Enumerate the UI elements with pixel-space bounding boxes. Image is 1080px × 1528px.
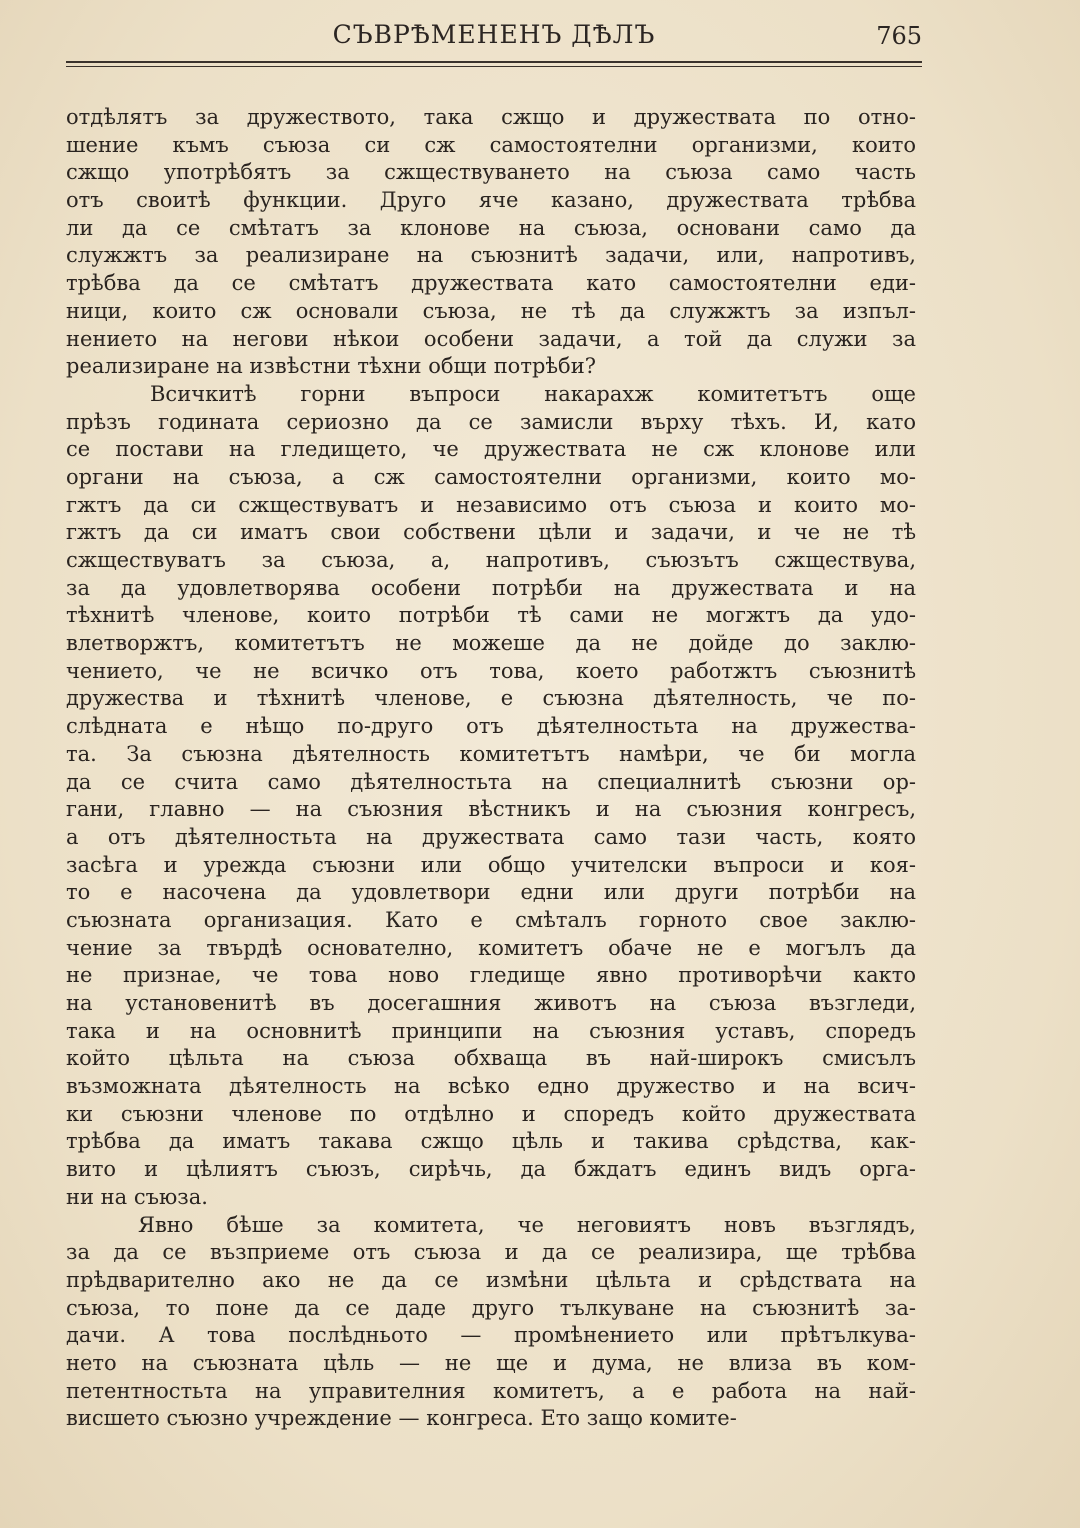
text-line: слѣдната е нѣщо по-друго отъ дѣятелностьта на дружества- <box>66 714 916 739</box>
text-line: ни на съюза. <box>66 1184 208 1209</box>
text-line: влетворжтъ, комитетътъ не можеше да не дойде до заклю- <box>66 631 916 656</box>
text-line: съюзната организация. Като е смѣталъ горното свое заклю- <box>66 907 916 932</box>
text-line: прѣзъ годината сериозно да се замисли върху тѣхъ. И, като <box>66 409 916 434</box>
text-line: трѣбва да се смѣтатъ дружествата като самостоятелни еди- <box>66 271 916 296</box>
text-line: гжтъ да си иматъ свои собствени цѣли и задачи, и че не тѣ <box>66 520 916 545</box>
text-line: тѣхнитѣ членове, които потрѣби тѣ сами не могжтъ да удо- <box>66 603 916 628</box>
text-line: Явно бѣше за комитета, че неговиятъ новъ възглядъ, <box>138 1212 916 1237</box>
text-line: то е насочена да удовлетвори едни или други потрѣби на <box>66 880 916 905</box>
text-line: ки съюзни членове по отдѣлно и споредъ който дружествата <box>66 1101 916 1126</box>
text-line: съюза, то поне да се даде друго тълкуване на съюзнитѣ за- <box>66 1295 916 1320</box>
text-line: сжществуватъ за съюза, а, напротивъ, съюзътъ сжществува, <box>66 548 916 572</box>
text-line: отдѣлятъ за дружеството, така сжщо и дружествата по отно- <box>66 105 916 129</box>
text-line: за да се възприеме отъ съюза и да се реализира, ще трѣбва <box>66 1240 916 1265</box>
text-line: дружества и тѣхнитѣ членове, е съюзна дѣятелность, че по- <box>66 686 916 711</box>
running-header <box>66 18 922 58</box>
header-rule-thin <box>66 66 922 67</box>
text-line: висшето съюзно учреждение — конгреса. Ето защо комите- <box>66 1406 737 1431</box>
body-text <box>66 104 916 1433</box>
text-line: Всичкитѣ горни въпроси накарахж комитетътъ още <box>150 381 916 406</box>
text-line: та. За съюзна дѣятелность комитетътъ намѣри, че би могла <box>66 741 916 766</box>
running-title: СЪВРѢМЕНЕНЪ ДѢЛЪ <box>332 20 656 49</box>
page-number: 765 <box>876 22 922 50</box>
text-line: дачи. А това послѣдньото — промѣнението или прѣтълкува- <box>66 1323 916 1348</box>
text-line: ници, които сж основали съюза, не тѣ да служжтъ за изпъл- <box>66 298 916 323</box>
text-line: петентностьта на управителния комитетъ, а е работа на най- <box>66 1378 916 1403</box>
text-line: прѣдварително ако не да се измѣни цѣльта и срѣдствата на <box>66 1267 916 1292</box>
text-line: нението на негови нѣкои особени задачи, а той да служи за <box>66 326 916 351</box>
header-rule-thick <box>66 61 922 63</box>
text-line: реализиране на извѣстни тѣхни общи потрѣби? <box>66 354 596 379</box>
text-line: шение къмъ съюза си сж самостоятелни организми, които <box>66 132 916 157</box>
text-line: не признае, че това ново гледище явно противорѣчи както <box>66 963 916 988</box>
text-line: трѣбва да иматъ такава сжщо цѣль и такива срѣдства, как- <box>66 1129 916 1154</box>
text-line: вито и цѣлиятъ съюзъ, сирѣчь, да бждатъ единъ видъ орга- <box>66 1157 916 1182</box>
paragraph <box>66 381 916 1212</box>
text-line: нето на съюзната цѣль — не ще и дума, не влиза въ ком- <box>66 1350 916 1375</box>
text-line: да се счита само дѣятелностьта на специалнитѣ съюзни ор- <box>66 769 916 794</box>
paragraph <box>66 1212 916 1434</box>
text-line: за да удовлетворява особени потрѣби на дружествата и на <box>66 575 916 600</box>
text-line: а отъ дѣятелностьта на дружествата само тази часть, която <box>66 824 916 849</box>
paragraph <box>66 104 916 381</box>
text-line: сжщо употрѣбятъ за сжществуването на съюза само часть <box>66 160 916 185</box>
text-line: възможната дѣятелность на всѣко едно дружество и на всич- <box>66 1074 916 1099</box>
text-line: засѣга и урежда съюзни или общо учителски въпроси и коя- <box>66 852 916 877</box>
text-line: ли да се смѣтатъ за клонове на съюза, основани само да <box>66 215 916 240</box>
text-line: на установенитѣ въ досегашния животъ на съюза възгледи, <box>66 991 916 1015</box>
text-line: органи на съюза, а сж самостоятелни организми, които мо- <box>66 464 916 489</box>
text-line: така и на основнитѣ принципи на съюзния уставъ, споредъ <box>66 1018 916 1043</box>
text-line: който цѣльта на съюза обхваща въ най-широкъ смисълъ <box>66 1046 916 1071</box>
text-line: се постави на гледището, че дружествата не сж клонове или <box>66 437 916 462</box>
text-line: служжтъ за реализиране на съюзнитѣ задачи, или, напротивъ, <box>66 243 916 268</box>
text-line: гани, главно — на съюзния вѣстникъ и на съюзния конгресъ, <box>66 797 916 822</box>
text-line: чението, че не всичко отъ това, което работжтъ съюзнитѣ <box>66 658 916 683</box>
text-line: гжтъ да си сжществуватъ и независимо отъ съюза и които мо- <box>66 492 916 517</box>
text-line: чение за твърдѣ основателно, комитетъ обаче не е могълъ да <box>66 935 916 960</box>
text-line: отъ своитѣ функции. Друго яче казано, дружествата трѣбва <box>66 188 916 213</box>
